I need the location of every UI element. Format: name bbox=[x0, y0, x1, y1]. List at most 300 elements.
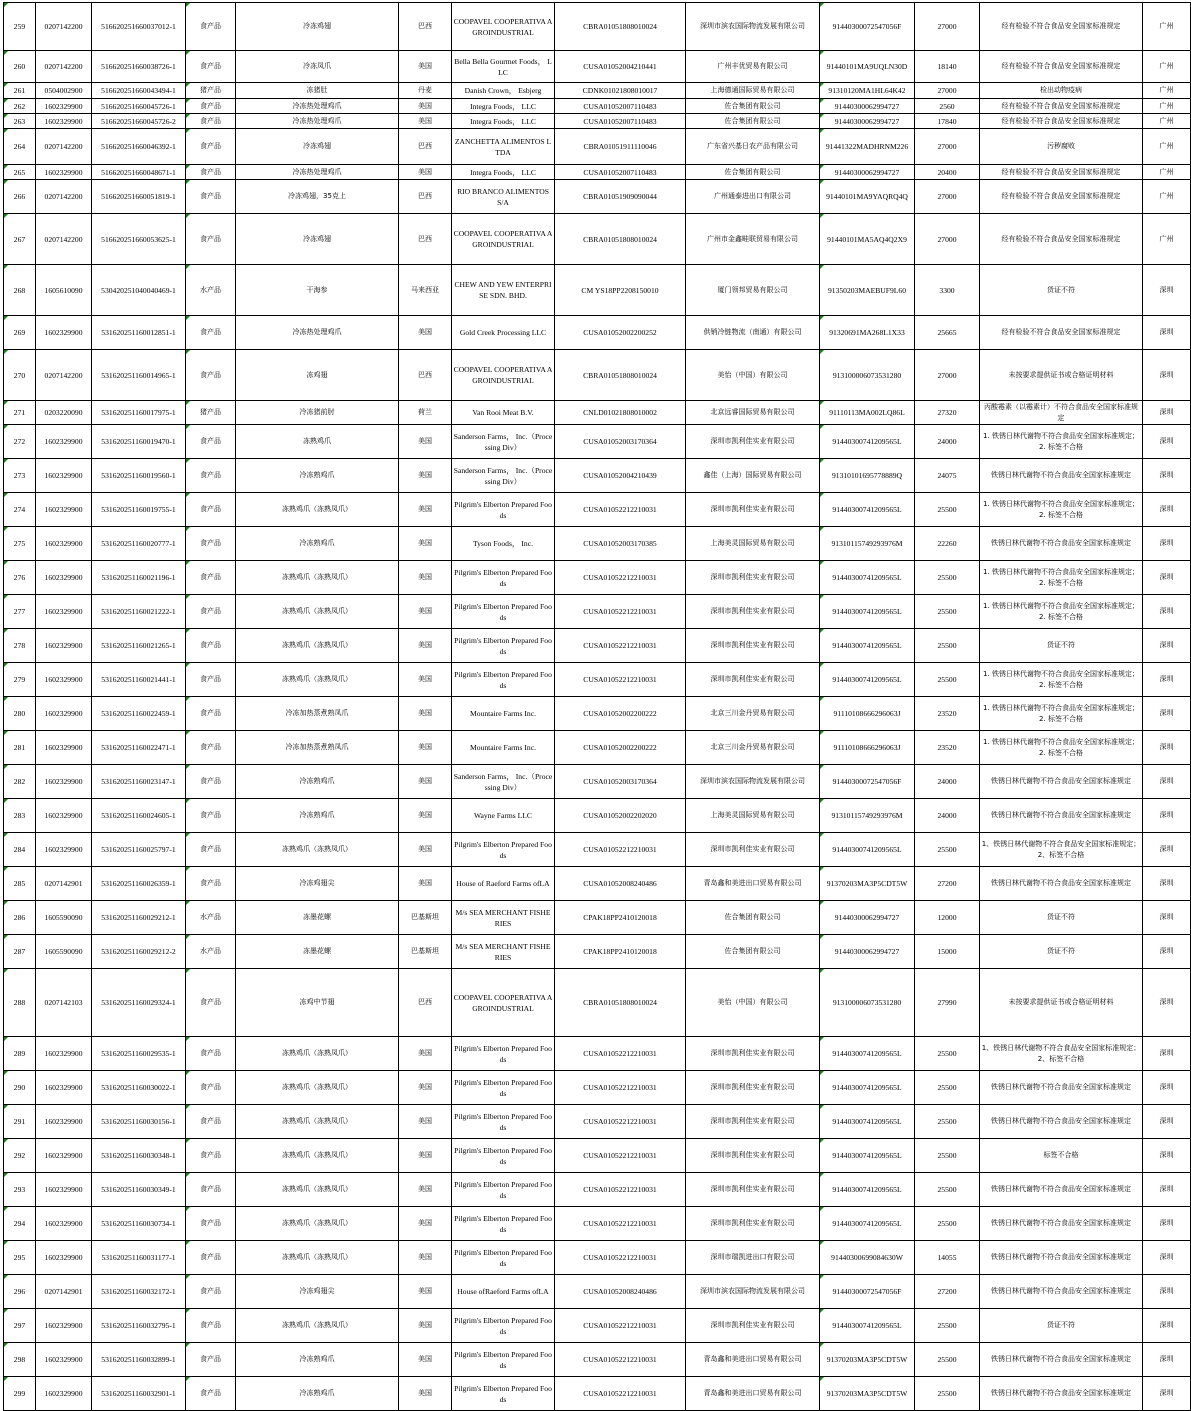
cell-producer-registration-number: CUSA01052212210031 bbox=[555, 1105, 686, 1139]
cell-product-category: 猪产品 bbox=[186, 83, 236, 99]
cell-producer: COOPAVEL COOPERATIVA AGROINDUSTRIAL bbox=[452, 350, 555, 401]
table-row bbox=[4, 1105, 1191, 1139]
table-row bbox=[4, 265, 1191, 316]
table-body bbox=[4, 3, 1191, 1411]
table-row bbox=[4, 1275, 1191, 1309]
cell-weight-kg: 25500 bbox=[915, 561, 980, 595]
cell-product-name: 冻熟鸡爪（冻熟凤爪） bbox=[236, 663, 399, 697]
cell-producer-registration-number: CUSA01052212210031 bbox=[555, 493, 686, 527]
cell-port: 广州 bbox=[1143, 129, 1191, 165]
cell-row-number: 294 bbox=[4, 1207, 36, 1241]
cell-credit-code: 91370203MA3P5CDT5W bbox=[820, 1377, 915, 1411]
cell-port: 深圳 bbox=[1143, 350, 1191, 401]
cell-port: 深圳 bbox=[1143, 1377, 1191, 1411]
cell-producer-registration-number: CUSA01052007110483 bbox=[555, 165, 686, 180]
cell-declaration-number: 531620251160014965-1 bbox=[92, 350, 186, 401]
cell-row-number: 268 bbox=[4, 265, 36, 316]
cell-importer: 深圳市凯利佳实业有限公司 bbox=[686, 561, 820, 595]
cell-credit-code: 9144030074120956​5L bbox=[820, 663, 915, 697]
table-row bbox=[4, 1173, 1191, 1207]
cell-importer: 上海德通国际贸易有限公司 bbox=[686, 83, 820, 99]
cell-producer: Pilgrim's Elberton Prepared Foods bbox=[452, 1105, 555, 1139]
cell-credit-code: 9144030074120956​5L bbox=[820, 561, 915, 595]
cell-port: 广州 bbox=[1143, 180, 1191, 214]
cell-weight-kg: 25500 bbox=[915, 1037, 980, 1071]
cell-row-number: 263 bbox=[4, 114, 36, 129]
cell-product-name: 冷冻熟鸡爪 bbox=[236, 799, 399, 833]
cell-hs-code: 1602329900 bbox=[36, 527, 92, 561]
cell-producer-registration-number: CUSA01052212210031 bbox=[555, 1241, 686, 1275]
cell-reason: 经有检验不符合食品安全国家标准规定 bbox=[980, 165, 1143, 180]
cell-weight-kg: 25500 bbox=[915, 1105, 980, 1139]
cell-producer: Bella Bella Gourmet Foods， LLC bbox=[452, 51, 555, 83]
cell-declaration-number: 516620251660037012-1 bbox=[92, 3, 186, 51]
cell-hs-code: 1602329900 bbox=[36, 1139, 92, 1173]
cell-producer-registration-number: CUSA01052212210031 bbox=[555, 1173, 686, 1207]
cell-importer: 北京三川金丹贸易有限公司 bbox=[686, 731, 820, 765]
cell-declaration-number: 516620251660043494-1 bbox=[92, 83, 186, 99]
cell-reason: 经有检验不符合食品安全国家标准规定 bbox=[980, 51, 1143, 83]
cell-producer-registration-number: CNLD01021808010002 bbox=[555, 401, 686, 425]
cell-row-number: 270 bbox=[4, 350, 36, 401]
cell-reason: 经有检验不符合食品安全国家标准规定 bbox=[980, 180, 1143, 214]
cell-credit-code: 91440300062994727 bbox=[820, 99, 915, 114]
cell-reason: 铁锈日林代谢物不符合食品安全国家标准规定 bbox=[980, 527, 1143, 561]
cell-product-category: 水产品 bbox=[186, 935, 236, 969]
cell-producer: Pilgrim's Elberton Prepared Foods bbox=[452, 1071, 555, 1105]
cell-weight-kg: 24000 bbox=[915, 765, 980, 799]
cell-hs-code: 1602329900 bbox=[36, 1241, 92, 1275]
cell-product-name: 冻熟鸡爪（冻熟凤爪） bbox=[236, 1105, 399, 1139]
cell-weight-kg: 27000 bbox=[915, 129, 980, 165]
cell-producer: M/s SEA MERCHANT FISHERIES bbox=[452, 901, 555, 935]
cell-product-name: 冻熟鸡爪（冻熟凤爪） bbox=[236, 1207, 399, 1241]
cell-product-category: 食产品 bbox=[186, 214, 236, 265]
cell-producer: Pilgrim's Elberton Prepared Foods bbox=[452, 1343, 555, 1377]
cell-producer: COOPAVEL COOPERATIVA AGROINDUSTRIAL bbox=[452, 3, 555, 51]
cell-product-category: 食产品 bbox=[186, 350, 236, 401]
cell-product-name: 冻熟鸡爪 bbox=[236, 425, 399, 459]
cell-declaration-number: 531620251160029535-1 bbox=[92, 1037, 186, 1071]
cell-weight-kg: 27000 bbox=[915, 214, 980, 265]
cell-port: 深圳 bbox=[1143, 969, 1191, 1037]
cell-credit-code: 91370203MA3P5CDT5W bbox=[820, 867, 915, 901]
cell-product-name: 冷冻凤爪 bbox=[236, 51, 399, 83]
cell-reason: 铁锈日林代谢物不符合食品安全国家标准规定 bbox=[980, 1377, 1143, 1411]
cell-producer-registration-number: CBRA01051808010024 bbox=[555, 214, 686, 265]
cell-row-number: 299 bbox=[4, 1377, 36, 1411]
cell-origin-country: 美国 bbox=[399, 561, 452, 595]
cell-product-name: 冷冻鸡翅 bbox=[236, 214, 399, 265]
cell-weight-kg: 27200 bbox=[915, 1275, 980, 1309]
cell-producer: Pilgrim's Elberton Prepared Foods bbox=[452, 1377, 555, 1411]
cell-producer: Pilgrim's Elberton Prepared Foods bbox=[452, 595, 555, 629]
cell-hs-code: 0504002900 bbox=[36, 83, 92, 99]
cell-producer: Pilgrim's Elberton Prepared Foods bbox=[452, 1037, 555, 1071]
cell-producer-registration-number: CUSA01052212210031 bbox=[555, 1377, 686, 1411]
cell-declaration-number: 531620251160030348-1 bbox=[92, 1139, 186, 1173]
cell-hs-code: 0207142200 bbox=[36, 129, 92, 165]
cell-hs-code: 1602329900 bbox=[36, 165, 92, 180]
cell-producer: House ofRaeford Farms ofLA bbox=[452, 1275, 555, 1309]
cell-row-number: 277 bbox=[4, 595, 36, 629]
table-row bbox=[4, 99, 1191, 114]
cell-port: 深圳 bbox=[1143, 1275, 1191, 1309]
cell-importer: 美怡（中国）有限公司 bbox=[686, 350, 820, 401]
cell-row-number: 293 bbox=[4, 1173, 36, 1207]
cell-producer-registration-number: CBRA01051808010024 bbox=[555, 969, 686, 1037]
cell-weight-kg: 12000 bbox=[915, 901, 980, 935]
cell-product-name: 冷冻鸡翅 bbox=[236, 3, 399, 51]
cell-reason: 货证不符 bbox=[980, 265, 1143, 316]
cell-row-number: 287 bbox=[4, 935, 36, 969]
cell-origin-country: 巴西 bbox=[399, 3, 452, 51]
cell-origin-country: 巴西 bbox=[399, 214, 452, 265]
cell-product-name: 冻熟鸡爪（冻熟凤爪） bbox=[236, 561, 399, 595]
cell-weight-kg: 23520 bbox=[915, 697, 980, 731]
cell-product-category: 食产品 bbox=[186, 1309, 236, 1343]
cell-weight-kg: 25500 bbox=[915, 595, 980, 629]
cell-port: 广州 bbox=[1143, 83, 1191, 99]
cell-importer: 上海美灵国际贸易有限公司 bbox=[686, 527, 820, 561]
cell-producer: Pilgrim's Elberton Prepared Foods bbox=[452, 663, 555, 697]
cell-credit-code: 91440300062994727 bbox=[820, 165, 915, 180]
cell-product-category: 食产品 bbox=[186, 1343, 236, 1377]
cell-weight-kg: 25500 bbox=[915, 1343, 980, 1377]
cell-row-number: 272 bbox=[4, 425, 36, 459]
cell-product-name: 冻鸡翅 bbox=[236, 350, 399, 401]
cell-importer: 深圳市凯利佳实业有限公司 bbox=[686, 833, 820, 867]
cell-port: 深圳 bbox=[1143, 799, 1191, 833]
cell-reason: 铁锈日林代谢物不符合食品安全国家标准规定 bbox=[980, 1105, 1143, 1139]
cell-producer: Pilgrim's Elberton Prepared Foods bbox=[452, 1309, 555, 1343]
cell-product-name: 冻墨花螺 bbox=[236, 901, 399, 935]
cell-origin-country: 美国 bbox=[399, 1173, 452, 1207]
cell-product-category: 食产品 bbox=[186, 527, 236, 561]
cell-weight-kg: 20400 bbox=[915, 165, 980, 180]
cell-reason: 1. 铁锈日林代谢物不符合食品安全国家标准规定；2. 标签不合格 bbox=[980, 493, 1143, 527]
cell-product-category: 食产品 bbox=[186, 1275, 236, 1309]
cell-producer: Van Rooi Meat B.V. bbox=[452, 401, 555, 425]
cell-origin-country: 美国 bbox=[399, 1241, 452, 1275]
cell-row-number: 267 bbox=[4, 214, 36, 265]
cell-hs-code: 1602329900 bbox=[36, 99, 92, 114]
cell-declaration-number: 516620251660051819-1 bbox=[92, 180, 186, 214]
cell-weight-kg: 27000 bbox=[915, 180, 980, 214]
cell-importer: 深圳市凯利佳实业有限公司 bbox=[686, 493, 820, 527]
cell-product-name: 冻猪肚 bbox=[236, 83, 399, 99]
cell-reason: 铁锈日林代谢物不符合食品安全国家标准规定 bbox=[980, 1071, 1143, 1105]
cell-product-category: 食产品 bbox=[186, 180, 236, 214]
cell-hs-code: 1602329900 bbox=[36, 765, 92, 799]
cell-port: 广州 bbox=[1143, 114, 1191, 129]
cell-origin-country: 美国 bbox=[399, 799, 452, 833]
cell-credit-code: 9144030074120956​5L bbox=[820, 1173, 915, 1207]
cell-origin-country: 美国 bbox=[399, 629, 452, 663]
cell-product-name: 冷冻加热蒸煮熟凤爪 bbox=[236, 697, 399, 731]
cell-declaration-number: 516620251660045726-2 bbox=[92, 114, 186, 129]
cell-producer-registration-number: CUSA01052004210441 bbox=[555, 51, 686, 83]
cell-credit-code: 91440300062994727 bbox=[820, 901, 915, 935]
cell-hs-code: 1602329900 bbox=[36, 1207, 92, 1241]
cell-hs-code: 1602329900 bbox=[36, 493, 92, 527]
cell-weight-kg: 24000 bbox=[915, 799, 980, 833]
cell-origin-country: 巴基斯坦 bbox=[399, 935, 452, 969]
cell-origin-country: 美国 bbox=[399, 1207, 452, 1241]
cell-credit-code: 91310115749293976M bbox=[820, 527, 915, 561]
cell-reason: 铁锈日林代谢物不符合食品安全国家标准规定 bbox=[980, 799, 1143, 833]
cell-weight-kg: 23520 bbox=[915, 731, 980, 765]
cell-row-number: 288 bbox=[4, 969, 36, 1037]
cell-credit-code: 9144030074120956​5L bbox=[820, 493, 915, 527]
cell-importer: 青岛鑫和美进出口贸易有限公司 bbox=[686, 867, 820, 901]
cell-credit-code: 91440101MA5AQ4Q2X9 bbox=[820, 214, 915, 265]
cell-hs-code: 1602329900 bbox=[36, 595, 92, 629]
cell-credit-code: 9144030074120956​5L bbox=[820, 1037, 915, 1071]
cell-product-category: 食产品 bbox=[186, 595, 236, 629]
cell-hs-code: 1602329900 bbox=[36, 833, 92, 867]
cell-producer: Pilgrim's Elberton Prepared Foods bbox=[452, 1139, 555, 1173]
cell-producer: Gold Creek Processing LLC bbox=[452, 316, 555, 350]
cell-product-category: 水产品 bbox=[186, 901, 236, 935]
cell-hs-code: 0207142901 bbox=[36, 867, 92, 901]
cell-producer: Pilgrim's Elberton Prepared Foods bbox=[452, 629, 555, 663]
cell-row-number: 284 bbox=[4, 833, 36, 867]
cell-product-name: 冷冻热处理鸡爪 bbox=[236, 316, 399, 350]
table-row bbox=[4, 165, 1191, 180]
cell-product-name: 冻熟鸡爪（冻熟凤爪） bbox=[236, 833, 399, 867]
cell-importer: 深圳市凯利佳实业有限公司 bbox=[686, 1309, 820, 1343]
cell-origin-country: 丹麦 bbox=[399, 83, 452, 99]
cell-credit-code: 91320691MA268L1X33 bbox=[820, 316, 915, 350]
cell-weight-kg: 25500 bbox=[915, 493, 980, 527]
table-row bbox=[4, 1241, 1191, 1275]
cell-product-name: 冷冻猪前肘 bbox=[236, 401, 399, 425]
cell-hs-code: 1602329900 bbox=[36, 1037, 92, 1071]
cell-declaration-number: 531620251160032172-1 bbox=[92, 1275, 186, 1309]
cell-producer-registration-number: CBRA01051808010024 bbox=[555, 350, 686, 401]
cell-product-category: 食产品 bbox=[186, 3, 236, 51]
cell-reason: 检出动物疫病 bbox=[980, 83, 1143, 99]
cell-weight-kg: 25500 bbox=[915, 1173, 980, 1207]
cell-reason: 货证不符 bbox=[980, 935, 1143, 969]
cell-port: 广州 bbox=[1143, 165, 1191, 180]
cell-reason: 货证不符 bbox=[980, 901, 1143, 935]
cell-declaration-number: 516620251660046392-1 bbox=[92, 129, 186, 165]
cell-port: 深圳 bbox=[1143, 595, 1191, 629]
cell-producer: Integra Foods， LLC bbox=[452, 165, 555, 180]
cell-weight-kg: 18140 bbox=[915, 51, 980, 83]
cell-declaration-number: 531620251160019470-1 bbox=[92, 425, 186, 459]
cell-reason: 1. 铁锈日林代谢物不符合食品安全国家标准规定；2. 标签不合格 bbox=[980, 663, 1143, 697]
cell-reason: 货证不符 bbox=[980, 1309, 1143, 1343]
cell-credit-code: 9144030074120956​5L bbox=[820, 1139, 915, 1173]
cell-product-category: 食产品 bbox=[186, 129, 236, 165]
cell-origin-country: 美国 bbox=[399, 1139, 452, 1173]
cell-producer-registration-number: CPAK18PP2410120018 bbox=[555, 901, 686, 935]
cell-row-number: 282 bbox=[4, 765, 36, 799]
cell-credit-code: 91440300062994727 bbox=[820, 114, 915, 129]
cell-row-number: 273 bbox=[4, 459, 36, 493]
table-row bbox=[4, 595, 1191, 629]
cell-credit-code: 91110108666296063J bbox=[820, 731, 915, 765]
cell-producer-registration-number: CUSA01052212210031 bbox=[555, 629, 686, 663]
cell-hs-code: 1602329900 bbox=[36, 561, 92, 595]
cell-reason: 铁锈日林代谢物不符合食品安全国家标准规定 bbox=[980, 1275, 1143, 1309]
cell-declaration-number: 531620251160026359-1 bbox=[92, 867, 186, 901]
cell-weight-kg: 3300 bbox=[915, 265, 980, 316]
table-row bbox=[4, 1309, 1191, 1343]
cell-origin-country: 美国 bbox=[399, 1377, 452, 1411]
cell-product-category: 食产品 bbox=[186, 697, 236, 731]
table-row bbox=[4, 935, 1191, 969]
cell-credit-code: 91440300072547056F bbox=[820, 3, 915, 51]
table-row bbox=[4, 1139, 1191, 1173]
cell-port: 深圳 bbox=[1143, 935, 1191, 969]
cell-weight-kg: 25500 bbox=[915, 663, 980, 697]
cell-hs-code: 1602329900 bbox=[36, 663, 92, 697]
cell-product-category: 食产品 bbox=[186, 1037, 236, 1071]
cell-hs-code: 1605590090 bbox=[36, 901, 92, 935]
cell-importer: 深圳市滨农国际物流发展有限公司 bbox=[686, 3, 820, 51]
cell-producer: Pilgrim's Elberton Prepared Foods bbox=[452, 561, 555, 595]
cell-credit-code: 91440300072547056F bbox=[820, 1275, 915, 1309]
cell-reason: 货证不符 bbox=[980, 629, 1143, 663]
cell-product-category: 食产品 bbox=[186, 799, 236, 833]
cell-row-number: 281 bbox=[4, 731, 36, 765]
cell-importer: 佐合集团有限公司 bbox=[686, 165, 820, 180]
cell-origin-country: 美国 bbox=[399, 165, 452, 180]
table-row bbox=[4, 527, 1191, 561]
cell-reason: 经有检验不符合食品安全国家标准规定 bbox=[980, 3, 1143, 51]
cell-row-number: 269 bbox=[4, 316, 36, 350]
cell-product-category: 食产品 bbox=[186, 1173, 236, 1207]
cell-product-category: 食产品 bbox=[186, 425, 236, 459]
cell-declaration-number: 531620251160029212-1 bbox=[92, 901, 186, 935]
cell-hs-code: 1602329900 bbox=[36, 316, 92, 350]
cell-importer: 深圳市凯利佳实业有限公司 bbox=[686, 1037, 820, 1071]
cell-importer: 佐合集团有限公司 bbox=[686, 114, 820, 129]
cell-hs-code: 0207142200 bbox=[36, 350, 92, 401]
cell-producer-registration-number: CUSA01052002202020 bbox=[555, 799, 686, 833]
cell-reason: 1. 铁锈日林代谢物不符合食品安全国家标准规定；2. 标签不合格 bbox=[980, 595, 1143, 629]
cell-origin-country: 美国 bbox=[399, 833, 452, 867]
cell-producer-registration-number: CM YS18PP2208150010 bbox=[555, 265, 686, 316]
table-row bbox=[4, 765, 1191, 799]
cell-weight-kg: 17840 bbox=[915, 114, 980, 129]
cell-row-number: 278 bbox=[4, 629, 36, 663]
cell-row-number: 271 bbox=[4, 401, 36, 425]
cell-product-category: 食产品 bbox=[186, 765, 236, 799]
cell-hs-code: 0207142200 bbox=[36, 180, 92, 214]
cell-port: 深圳 bbox=[1143, 663, 1191, 697]
cell-product-category: 食产品 bbox=[186, 493, 236, 527]
cell-producer-registration-number: CUSA01052007110483 bbox=[555, 114, 686, 129]
cell-producer: Pilgrim's Elberton Prepared Foods bbox=[452, 1173, 555, 1207]
cell-port: 深圳 bbox=[1143, 1037, 1191, 1071]
cell-port: 广州 bbox=[1143, 214, 1191, 265]
cell-reason: 铁锈日林代谢物不符合食品安全国家标准规定 bbox=[980, 1343, 1143, 1377]
cell-producer: Sanderson Farms， Inc.（Processing Div） bbox=[452, 459, 555, 493]
cell-weight-kg: 27000 bbox=[915, 83, 980, 99]
cell-producer-registration-number: CPAK18PP2410120018 bbox=[555, 935, 686, 969]
cell-product-category: 食产品 bbox=[186, 459, 236, 493]
cell-row-number: 289 bbox=[4, 1037, 36, 1071]
cell-weight-kg: 25500 bbox=[915, 1309, 980, 1343]
cell-origin-country: 美国 bbox=[399, 1071, 452, 1105]
table-row bbox=[4, 180, 1191, 214]
cell-declaration-number: 531620251160017975-1 bbox=[92, 401, 186, 425]
cell-weight-kg: 27320 bbox=[915, 401, 980, 425]
cell-row-number: 261 bbox=[4, 83, 36, 99]
table-row bbox=[4, 561, 1191, 595]
cell-product-name: 冷冻热处理鸡爪 bbox=[236, 99, 399, 114]
cell-product-category: 食产品 bbox=[186, 561, 236, 595]
cell-origin-country: 美国 bbox=[399, 1275, 452, 1309]
cell-producer-registration-number: CUSA01052003170364 bbox=[555, 765, 686, 799]
cell-product-name: 冻熟鸡爪（冻熟凤爪） bbox=[236, 1309, 399, 1343]
cell-declaration-number: 531620251160029212-2 bbox=[92, 935, 186, 969]
cell-origin-country: 荷兰 bbox=[399, 401, 452, 425]
cell-product-category: 水产品 bbox=[186, 265, 236, 316]
cell-weight-kg: 24000 bbox=[915, 425, 980, 459]
cell-reason: 经有检验不符合食品安全国家标准规定 bbox=[980, 214, 1143, 265]
cell-weight-kg: 27000 bbox=[915, 3, 980, 51]
cell-row-number: 290 bbox=[4, 1071, 36, 1105]
cell-port: 深圳 bbox=[1143, 493, 1191, 527]
cell-credit-code: 91110113MA002LQ86L bbox=[820, 401, 915, 425]
cell-origin-country: 美国 bbox=[399, 527, 452, 561]
cell-row-number: 274 bbox=[4, 493, 36, 527]
table-row bbox=[4, 3, 1191, 51]
cell-weight-kg: 25500 bbox=[915, 1139, 980, 1173]
cell-row-number: 275 bbox=[4, 527, 36, 561]
cell-credit-code: 914403006990846​30W bbox=[820, 1241, 915, 1275]
cell-credit-code: 91441322MADHRNM226 bbox=[820, 129, 915, 165]
cell-credit-code: 9144030074120956​5L bbox=[820, 1105, 915, 1139]
cell-producer-registration-number: CUSA01052212210031 bbox=[555, 1207, 686, 1241]
cell-port: 深圳 bbox=[1143, 1241, 1191, 1275]
cell-producer-registration-number: CUSA01052007110483 bbox=[555, 99, 686, 114]
cell-hs-code: 1602329900 bbox=[36, 799, 92, 833]
cell-credit-code: 9144030074120956​5L bbox=[820, 833, 915, 867]
cell-importer: 广东省兴基日农产品有限公司 bbox=[686, 129, 820, 165]
cell-row-number: 279 bbox=[4, 663, 36, 697]
cell-product-name: 冻熟鸡爪（冻熟凤爪） bbox=[236, 1241, 399, 1275]
table-row bbox=[4, 663, 1191, 697]
cell-producer: Pilgrim's Elberton Prepared Foods bbox=[452, 1241, 555, 1275]
cell-declaration-number: 516620251660053625-1 bbox=[92, 214, 186, 265]
cell-importer: 厦门领邦贸易有限公司 bbox=[686, 265, 820, 316]
cell-port: 深圳 bbox=[1143, 867, 1191, 901]
cell-producer-registration-number: CBRA01051909090044 bbox=[555, 180, 686, 214]
cell-row-number: 298 bbox=[4, 1343, 36, 1377]
cell-product-name: 冷冻鸡翅尖 bbox=[236, 1275, 399, 1309]
cell-product-name: 冷冻熟鸡爪 bbox=[236, 527, 399, 561]
cell-hs-code: 0203220090 bbox=[36, 401, 92, 425]
cell-row-number: 259 bbox=[4, 3, 36, 51]
cell-producer-registration-number: CBRA01051911110046 bbox=[555, 129, 686, 165]
cell-weight-kg: 25500 bbox=[915, 833, 980, 867]
cell-reason: 铁锈日林代谢物不符合食品安全国家标准规定 bbox=[980, 1173, 1143, 1207]
cell-producer: Wayne Farms LLC bbox=[452, 799, 555, 833]
cell-port: 深圳 bbox=[1143, 561, 1191, 595]
table-row bbox=[4, 459, 1191, 493]
cell-producer-registration-number: CUSA01052002200222 bbox=[555, 731, 686, 765]
cell-producer-registration-number: CUSA01052008240486 bbox=[555, 867, 686, 901]
cell-declaration-number: 531620251160025797-1 bbox=[92, 833, 186, 867]
cell-declaration-number: 531620251160012851-1 bbox=[92, 316, 186, 350]
